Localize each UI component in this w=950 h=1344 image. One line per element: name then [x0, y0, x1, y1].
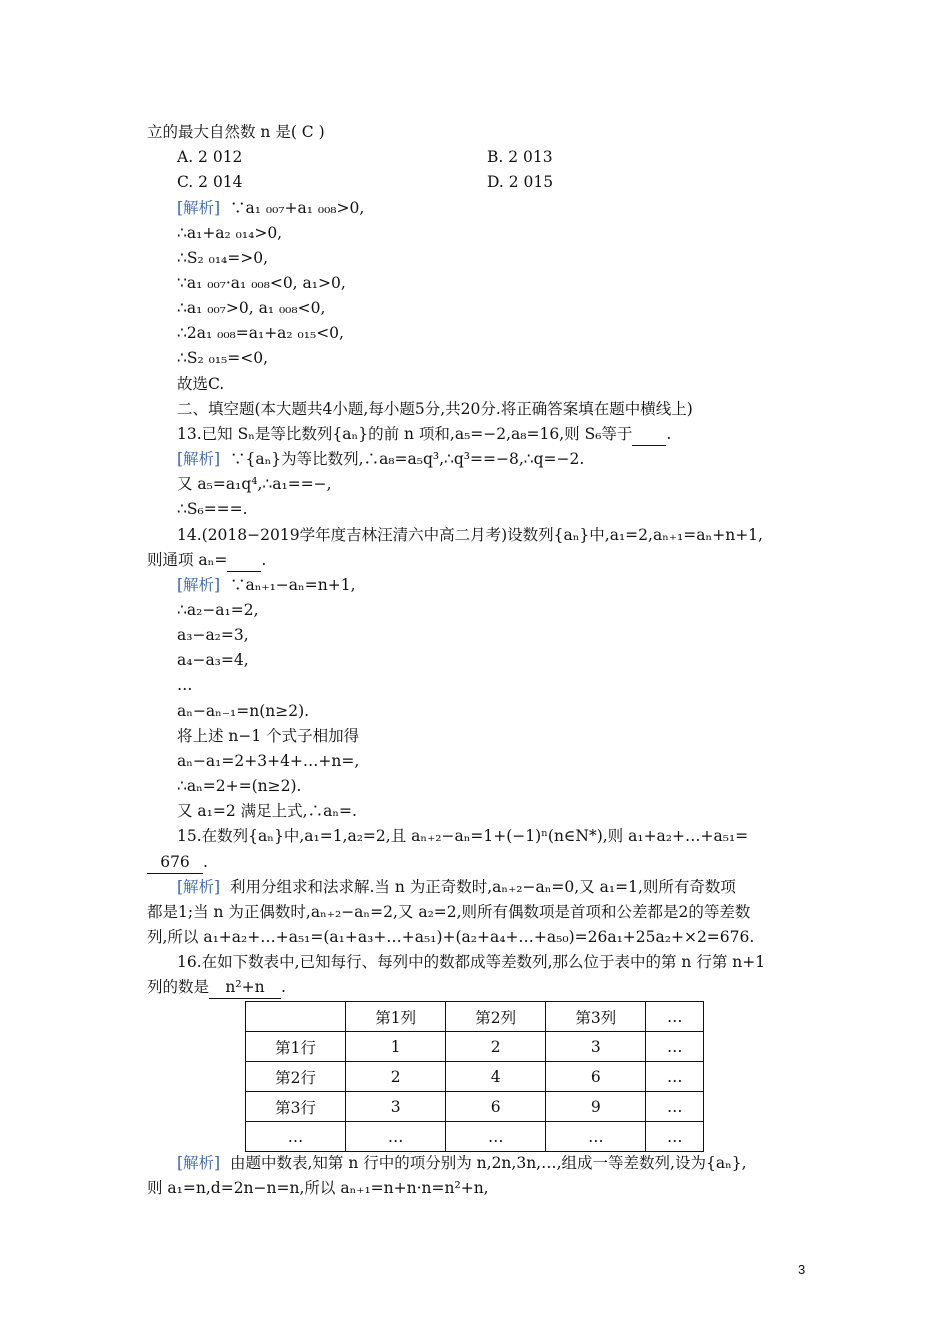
- table-cell: 第2行: [246, 1062, 346, 1092]
- q12-solution-line: ∴S₂ ₀₁₄=>0,: [177, 249, 269, 267]
- analysis-tag: [解析]: [177, 576, 221, 594]
- q12-solution-line: ∴2a₁ ₀₀₈=a₁+a₂ ₀₁₅<0,: [177, 324, 344, 342]
- table-cell: …: [646, 1032, 704, 1062]
- table-cell: 9: [546, 1092, 646, 1122]
- table-cell: 3: [346, 1092, 446, 1122]
- q15-solution-line: [解析] 利用分组求和法求解.当 n 为正奇数时,aₙ₊₂−aₙ=0,又 a₁=1,则所有奇数项: [177, 878, 736, 896]
- answer-blank: n²+n: [209, 976, 281, 999]
- q13-solution-line: 又 a₅=a₁q⁴,∴a₁==−,: [177, 475, 332, 493]
- table-cell: 6: [446, 1092, 546, 1122]
- q14-stem-cont: 则通项 aₙ= .: [147, 549, 266, 572]
- table-cell: 2: [346, 1062, 446, 1092]
- table-cell: 2: [446, 1032, 546, 1062]
- q15-solution-line: 列,所以 a₁+a₂+…+a₅₁=(a₁+a₃+…+a₅₁)+(a₂+a₄+…+a₅₀)=26a₁+25a₂+×2=676.: [147, 928, 755, 946]
- q15-answer-line: 676 .: [147, 851, 208, 874]
- q14-stem: 14.(2018−2019学年度吉林汪清六中高二月考)设数列{aₙ}中,a₁=2,aₙ₊₁=aₙ+n+1,: [177, 526, 763, 544]
- table-cell: …: [446, 1122, 546, 1152]
- q14-solution-line: 将上述 n−1 个式子相加得: [177, 727, 360, 745]
- q14-solution-line: 又 a₁=2 满足上式,∴aₙ=.: [177, 802, 357, 820]
- table-cell: …: [646, 1122, 704, 1152]
- table-cell: …: [646, 1002, 704, 1032]
- answer-blank: [227, 549, 261, 572]
- q14-solution-line: a₄−a₃=4,: [177, 651, 249, 669]
- table-cell: 6: [546, 1062, 646, 1092]
- q12-solution-line: ∴a₁+a₂ ₀₁₄>0,: [177, 224, 283, 242]
- answer-blank: [632, 423, 666, 446]
- option-c: C. 2 014: [177, 173, 243, 191]
- q15-stem: 15.在数列{aₙ}中,a₁=1,a₂=2,且 aₙ₊₂−aₙ=1+(−1)ⁿ(n∈N*),则 a₁+a₂+…+a₅₁=: [177, 827, 749, 845]
- option-d: D. 2 015: [487, 173, 554, 191]
- q16-solution-line: [解析] 由题中数表,知第 n 行中的项分别为 n,2n,3n,…,组成一等差数列,设为{aₙ},: [177, 1154, 747, 1172]
- q14-solution-line: ∴a₂−a₁=2,: [177, 601, 259, 619]
- q14-solution-line: [解析] ∵aₙ₊₁−aₙ=n+1,: [177, 576, 356, 594]
- table-row: [246, 1122, 704, 1152]
- option-b: B. 2 013: [487, 148, 553, 166]
- q14-solution-line: a₃−a₂=3,: [177, 626, 249, 644]
- q13-stem: 13.已知 Sₙ是等比数列{aₙ}的前 n 项和,a₅=−2,a₈=16,则 S₆等于 .: [177, 423, 671, 446]
- table-cell: [246, 1002, 346, 1032]
- q15-solution-line: 都是1;当 n 为正偶数时,aₙ₊₂−aₙ=2,又 a₂=2,则所有偶数项是首项和公差都是2的等差数: [147, 903, 751, 921]
- table-cell: 3: [546, 1032, 646, 1062]
- q16-stem: 16.在如下数表中,已知每行、每列中的数都成等差数列,那么位于表中的第 n 行第 n+1: [177, 953, 766, 971]
- section-heading: 二、填空题(本大题共4小题,每小题5分,共20分.将正确答案填在题中横线上): [177, 400, 693, 418]
- table-cell: 第3行: [246, 1092, 346, 1122]
- q16-stem-cont: 列的数是 n²+n .: [147, 976, 286, 999]
- table-row: [246, 1032, 704, 1062]
- table-row: [246, 1092, 704, 1122]
- table-cell: …: [646, 1062, 704, 1092]
- table-cell: …: [546, 1122, 646, 1152]
- option-a: A. 2 012: [177, 148, 243, 166]
- q12-solution-line: [解析] ∵a₁ ₀₀₇+a₁ ₀₀₈>0,: [177, 199, 365, 217]
- table-cell: …: [646, 1092, 704, 1122]
- analysis-tag: [解析]: [177, 199, 221, 217]
- table-header-row: [246, 1002, 704, 1032]
- table-cell: 第1行: [246, 1032, 346, 1062]
- analysis-tag: [解析]: [177, 1154, 221, 1172]
- q14-solution-line: ∴aₙ=2+=(n≥2).: [177, 777, 302, 795]
- q16-solution-line: 则 a₁=n,d=2n−n=n,所以 aₙ₊₁=n+n·n=n²+n,: [147, 1179, 489, 1197]
- q14-solution-line: aₙ−a₁=2+3+4+…+n=,: [177, 752, 360, 770]
- answer-blank: 676: [147, 851, 203, 874]
- q12-solution-line: ∵a₁ ₀₀₇·a₁ ₀₀₈<0, a₁>0,: [177, 274, 346, 292]
- table-cell: 第3列: [546, 1002, 646, 1032]
- analysis-tag: [解析]: [177, 450, 221, 468]
- table-cell: 第1列: [346, 1002, 446, 1032]
- q14-solution-line: aₙ−aₙ₋₁=n(n≥2).: [177, 702, 310, 720]
- analysis-tag: [解析]: [177, 878, 221, 896]
- table-row: [246, 1062, 704, 1092]
- q12-conclusion: 故选C.: [177, 375, 225, 393]
- q14-solution-line: …: [177, 676, 193, 694]
- table-cell: …: [246, 1122, 346, 1152]
- table-cell: …: [346, 1122, 446, 1152]
- number-table: [245, 1001, 704, 1152]
- q12-solution-line: ∴a₁ ₀₀₇>0, a₁ ₀₀₈<0,: [177, 299, 326, 317]
- page-number: 3: [798, 1262, 806, 1277]
- table-cell: 第2列: [446, 1002, 546, 1032]
- q13-solution-line: [解析] ∵{aₙ}为等比数列,∴a₈=a₅q³,∴q³==−8,∴q=−2.: [177, 450, 585, 468]
- table-cell: 1: [346, 1032, 446, 1062]
- q12-stem: 立的最大自然数 n 是( C ): [147, 123, 325, 141]
- q12-solution-line: ∴S₂ ₀₁₅=<0,: [177, 349, 269, 367]
- q13-solution-line: ∴S₆===.: [177, 500, 248, 518]
- table-cell: 4: [446, 1062, 546, 1092]
